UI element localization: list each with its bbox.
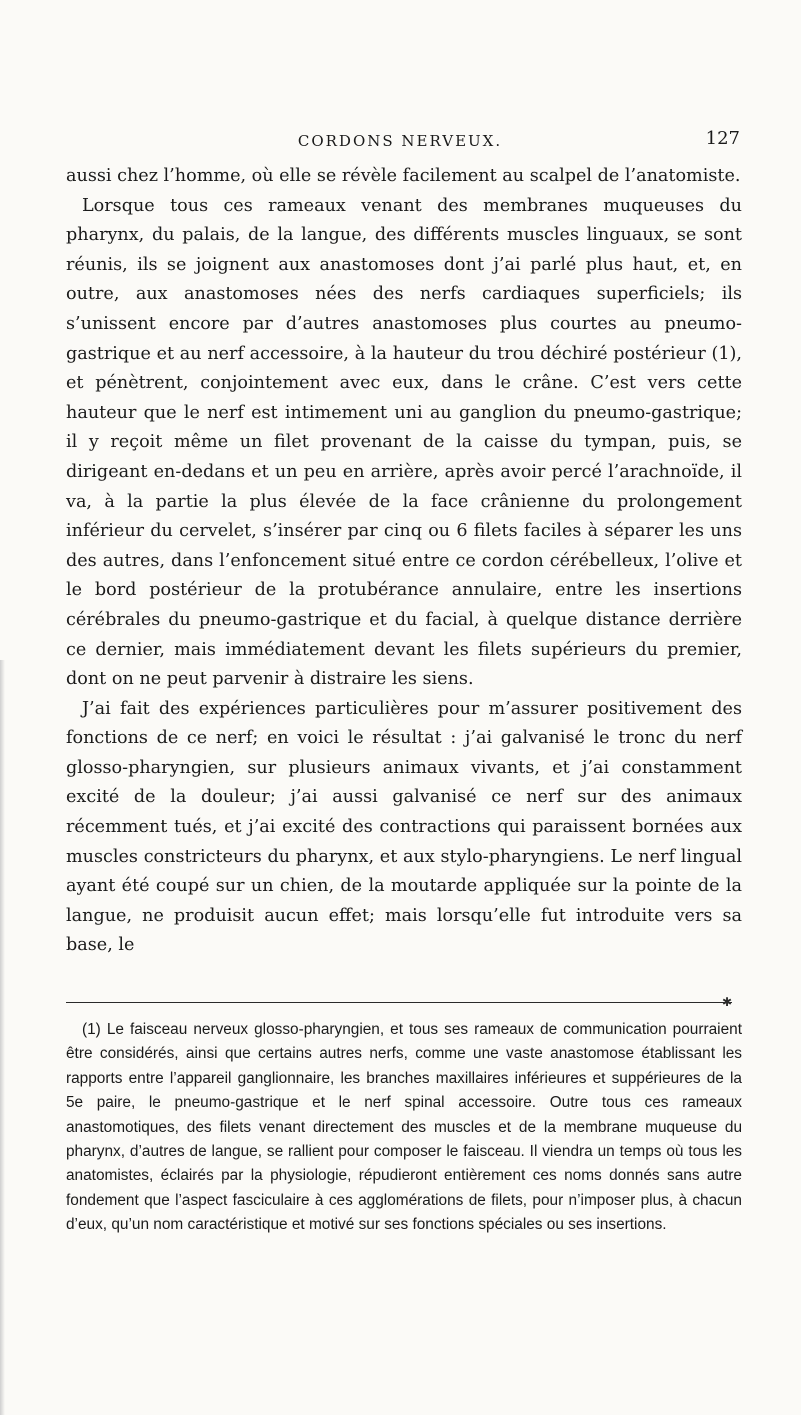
running-title: CORDONS NERVEUX. bbox=[297, 132, 503, 150]
footnote bbox=[66, 1018, 742, 1238]
footnote-separator-rule bbox=[66, 1002, 732, 1003]
paragraph: aussi chez l’homme, où elle se révèle facilement au scalpel de l’anatomiste. bbox=[66, 166, 741, 186]
paragraph: Lorsque tous ces rameaux venant des membranes muqueuses du pharynx, du palais, de la langue, des différents muscles linguaux, se sont réunis, ils se joignent aux anastomoses dont j’ai parlé plus haut, et, en outre, aux anastomoses nées des nerfs cardiaques superficiels; ils s’unissent encore par d’autres anastomoses plus courtes au pneumo-gastrique et au nerf accessoire, à la hauteur du trou déchiré postérieur (1), et pénètrent, conjointement avec eux, dans le crâne. C’est vers cette hauteur que le nerf est intimement uni au ganglion du pneumo-gastrique; il y reçoit même un filet provenant de la caisse du tympan, puis, se dirigeant en-dedans et un peu en arrière, après avoir percé l’arachnoïde, il va, à la partie la plus élevée de la face crânienne du prolongement inférieur du cervelet, s’insérer par cinq ou 6 filets faciles à séparer les uns des autres, dans l’enfoncement situé entre ce cordon cérébelleux, l’olive et le bord postérieur de la protubérance annulaire, entre les insertions cérébrales du pneumo-gastrique et du facial, à quelque distance derrière ce dernier, mais immédiatement devant les filets supérieurs du premier, dont on ne peut parvenir à distraire les siens. bbox=[66, 195, 742, 690]
paragraph: J’ai fait des expériences particulières pour m’assurer positivement des fonctions de ce nerf; en voici le résultat : j’ai galvanisé le tronc du nerf glosso-pharyngien, sur plusieurs animaux vivants, et j’ai constamment excité de la douleur; j’ai aussi galvanisé ce nerf sur des animaux récemment tués, et j’ai excité des contractions qui paraissent bornées aux muscles constricteurs du pharynx, et aux stylo-pharyngiens. Le nerf lingual ayant été coupé sur un chien, de la moutarde appliquée sur la pointe de la langue, ne produisit aucun effet; mais lorsqu’elle fut introduite vers sa base, le bbox=[66, 698, 742, 956]
page-edge-shadow bbox=[0, 660, 5, 1415]
page-number: 127 bbox=[705, 128, 740, 149]
footnote-text: (1) Le faisceau nerveux glosso-pharyngien, et tous ses rameaux de communication pourraient être considérés, ainsi que certains autres nerfs, comme une vaste anastomose établissant les rapports entre l’appareil ganglionnaire, les branches maxillaires inférieures et suppérieures de la 5e paire, le pneumo-gastrique et le nerf spinal accessoire. Outre tous ces rameaux anastomotiques, des filets venant directement des muscles et de la membrane muqueuse du pharynx, d’autres de langue, se rallient pour composer le faisceau. Il viendra un temps où tous les anatomistes, éclairés par la physiologie, répudieront entièrement ces noms donnés sans autre fondement que l’aspect fasciculaire à ces agglomérations de filets, pour n’imposer plus, à chacun d’eux, qu’un nom caractéristique et motivé sur ses fonctions spéciales ou ses insertions. bbox=[66, 1021, 742, 1234]
rule-end-mark-icon: ✱ bbox=[722, 995, 733, 1009]
body-text bbox=[66, 162, 742, 961]
